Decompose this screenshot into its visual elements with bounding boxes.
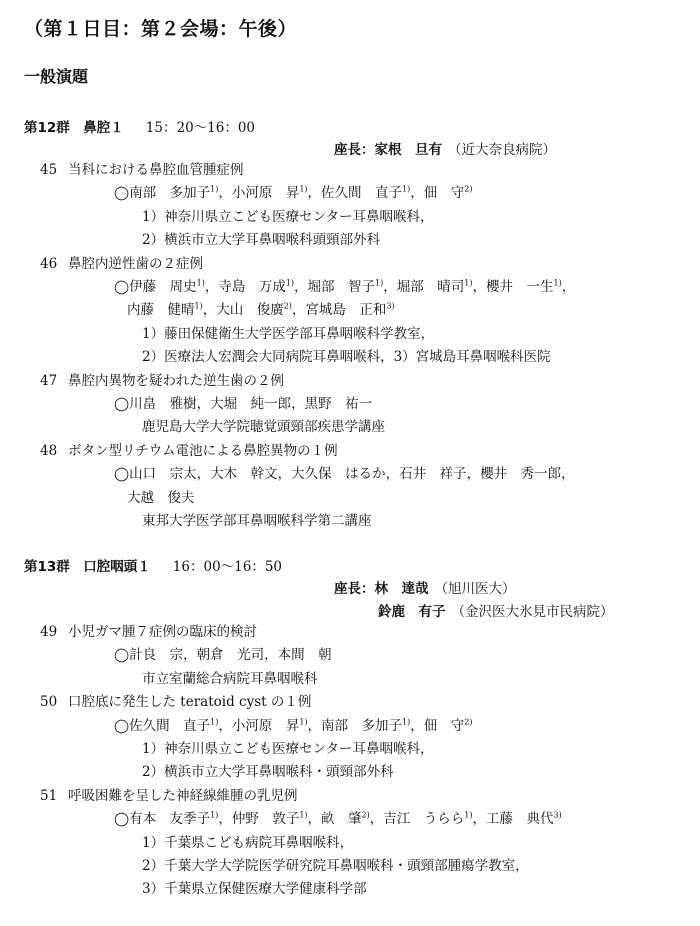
- affiliation-marker: 2): [361, 810, 370, 820]
- author-text: ◯山口 宗太，大木 幹文，大久保 はるか，石井 祥子，櫻井 秀一郎，: [114, 466, 575, 483]
- author-text: ◯計良 宗，朝倉 光司，本間 朝: [114, 647, 332, 664]
- chair-name: 家根 旦有: [374, 142, 442, 158]
- author-line: [114, 184, 472, 202]
- affiliation-marker: 1): [375, 278, 384, 288]
- section-title: 一般演題: [24, 67, 89, 86]
- session-label: 第12群 鼻腔１: [24, 120, 124, 136]
- affiliation-line: 1）神奈川県立こども医療センター耳鼻咽喉科，: [142, 741, 434, 757]
- talk-title-line: [40, 693, 311, 711]
- talk-number: 50: [40, 694, 58, 711]
- author-line: [127, 489, 195, 507]
- affiliation-marker: 1): [210, 717, 219, 727]
- affiliation-line: 1）神奈川県立こども医療センター耳鼻咽喉科，: [142, 208, 434, 225]
- author-text: ，寺島 万成: [204, 279, 286, 295]
- author-text: ，櫻井 一生: [472, 279, 554, 295]
- chair-name: 鈴鹿 有子: [378, 604, 446, 620]
- talk-number: 47: [40, 372, 58, 389]
- chair-line: [334, 577, 516, 597]
- affiliation-marker: 1): [402, 717, 411, 727]
- talk-title-line: [40, 442, 338, 460]
- affiliation-marker: 1): [194, 301, 203, 311]
- talk-title: 小児ガマ腫７症例の臨床的検討: [68, 624, 257, 640]
- chair-line: [378, 600, 614, 620]
- affiliation-marker: 2): [464, 184, 473, 194]
- author-text: ，佐久間 直子: [307, 185, 403, 202]
- author-text: ，畝 肇: [307, 811, 362, 828]
- author-line: [114, 646, 332, 664]
- author-line: [114, 278, 575, 296]
- author-text: ，工藤 典代: [472, 811, 554, 828]
- affiliation-marker: 1): [402, 184, 411, 194]
- author-text: ，小河原 昇: [218, 717, 300, 734]
- talk-number: 45: [40, 162, 58, 178]
- author-text: ，宮城島 正和: [291, 302, 387, 319]
- author-text: ◯川畠 雅樹，大堀 純一郎，黒野 祐一: [114, 396, 373, 412]
- affiliation-marker: 1): [210, 810, 219, 820]
- affiliation-marker: 3): [553, 810, 562, 820]
- author-line: [127, 301, 395, 319]
- talk-title: 鼻腔内異物を疑われた逆生歯の２例: [68, 372, 284, 389]
- author-text: ◯伊藤 周史: [114, 279, 197, 295]
- affiliation-marker: 1): [210, 184, 219, 194]
- talk-number: 51: [40, 787, 58, 804]
- chair-line: [334, 138, 556, 158]
- talk-number: 48: [40, 442, 58, 459]
- talk-title-line: [40, 623, 257, 641]
- author-text: ，堀部 智子: [294, 279, 376, 295]
- affiliation-line: 2）医療法人宏潤会大同病院耳鼻咽喉科，3）宮城島耳鼻咽喉科医院: [142, 349, 551, 366]
- affiliation-line: 2）千葉大学大学院医学研究院耳鼻咽喉科・頭頸部腫瘍学教室，: [142, 858, 529, 874]
- affiliation-marker: 1): [464, 810, 473, 820]
- affiliation-marker: 1): [464, 278, 473, 288]
- affiliation-marker: 1): [299, 717, 308, 727]
- talk-title-line: [40, 372, 284, 390]
- page-title: （第１日目：第２会場：午後）: [24, 18, 298, 40]
- author-line: [114, 717, 472, 735]
- chair-name: 林 達哉: [374, 581, 429, 597]
- affiliation-marker: 1): [299, 810, 308, 820]
- author-text: ，堀部 晴司: [383, 279, 465, 295]
- author-text: ，大山 俊廣: [202, 302, 284, 319]
- affiliation-line: 2）横浜市立大学耳鼻咽喉科・頭頸部外科: [142, 764, 394, 781]
- talk-title: 鼻腔内逆性歯の２症例: [68, 255, 203, 272]
- affiliation-marker: 1): [553, 278, 562, 288]
- talk-title: ボタン型リチウム電池による鼻腔異物の１例: [68, 442, 338, 459]
- author-text: ◯佐久間 直子: [114, 717, 211, 734]
- affiliation-line: 鹿児島大学大学院聴覚頭頸部疾患学講座: [142, 419, 385, 436]
- author-text: ，: [561, 279, 576, 295]
- affiliation-marker: 1): [285, 278, 295, 288]
- chair-role: 座長：: [334, 581, 375, 597]
- affiliation-marker: 3): [386, 301, 395, 311]
- affiliation-line: 3）千葉県立保健医療大学健康科学部: [142, 881, 367, 898]
- affiliation-marker: 2): [464, 717, 473, 727]
- talk-title: 当科における鼻腔血管腫症例: [68, 162, 244, 178]
- talk-number: 46: [40, 255, 58, 272]
- author-line: [114, 465, 575, 483]
- author-text: ◯南部 多加子: [114, 185, 211, 202]
- affiliation-marker: 2): [283, 301, 292, 311]
- author-text: ，佃 守: [410, 185, 465, 202]
- affiliation-line: 東邦大学医学部耳鼻咽喉科学第二講座: [142, 513, 372, 529]
- author-text: ，小河原 昇: [218, 185, 300, 202]
- session-time: 16：00〜16：50: [172, 559, 283, 575]
- talk-title: 口腔底に発生した teratoid cyst の１例: [68, 694, 312, 711]
- author-text: ◯有本 友季子: [114, 811, 211, 828]
- talk-number: 49: [40, 624, 58, 640]
- affiliation-line: 2）横浜市立大学耳鼻咽喉科頭頸部外科: [142, 232, 381, 249]
- author-text: ，吉江 うらら: [369, 811, 465, 828]
- talk-title-line: [40, 161, 244, 179]
- affiliation-marker: 1): [196, 278, 205, 288]
- author-text: ，佃 守: [410, 717, 465, 734]
- chair-affiliation: （近大奈良病院）: [448, 142, 556, 158]
- talk-title-line: [40, 787, 298, 805]
- session-label: 第13群 口腔咽頭１: [24, 559, 151, 575]
- talk-title: 呼吸困難を呈した神経線維腫の乳児例: [68, 787, 298, 804]
- author-text: ，南部 多加子: [307, 717, 403, 734]
- affiliation-marker: 1): [299, 184, 308, 194]
- author-text: 内藤 健晴: [127, 302, 195, 319]
- author-line: [114, 810, 562, 828]
- author-text: 大越 俊夫: [127, 489, 195, 506]
- author-text: ，仲野 敦子: [218, 811, 300, 828]
- session-heading: [24, 116, 255, 136]
- session-time: 15：20〜16：00: [145, 120, 256, 136]
- affiliation-line: 1）千葉県こども病院耳鼻咽喉科，: [142, 834, 354, 851]
- chair-role: 座長：: [334, 142, 375, 158]
- talk-title-line: [40, 255, 203, 273]
- session-heading: [24, 555, 282, 575]
- affiliation-line: 市立室蘭総合病院耳鼻咽喉科: [142, 670, 318, 687]
- affiliation-line: 1）藤田保健衛生大学医学部耳鼻咽喉科学教室，: [142, 325, 435, 342]
- chair-affiliation: （旭川医大）: [434, 581, 516, 597]
- author-line: [114, 395, 372, 413]
- chair-affiliation: （金沢医大氷見市民病院）: [451, 604, 614, 620]
